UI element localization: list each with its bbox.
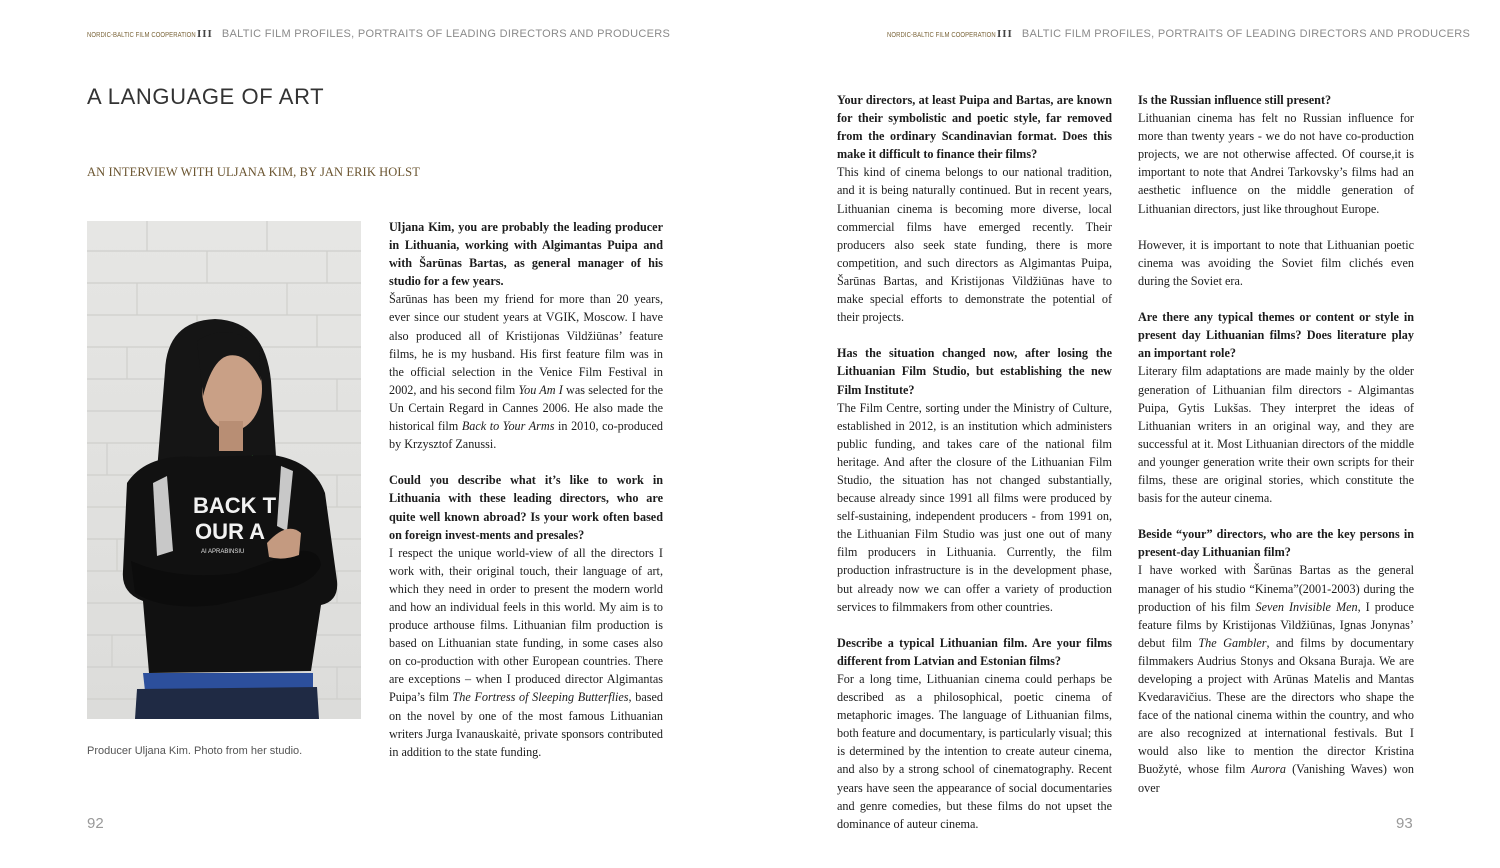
- photo-caption: Producer Uljana Kim. Photo from her studio.: [87, 745, 303, 757]
- page-number: 92: [87, 815, 104, 832]
- answer: The Film Centre, sorting under the Ministry of Culture, established in 2012, is an institution which administers public funding, and takes care of the national film heritage. And after the closure of the Lithuanian Film Studio, the situation has not changed substantially, because already since 1991 all films were produced by self-sustaining, independent producers - from 1991 on, the Lithuanian Film Studio was just one out of many film producers in Lithuania. Currently, the film production infrastructure is in the development phase, but already now we can offer a variety of production services to filmmakers from other countries.: [837, 400, 1112, 614]
- section-numeral: III: [197, 28, 213, 40]
- answer: Lithuanian cinema has felt no Russian influence for more than twenty years - we do not have co-production projects, we are not otherwise affected. Of course,it is important to note that Andrei Tarkovsky’s films had an aesthetic influence on the middle generation of Lithuanian directors, just like throughout Europe.: [1138, 111, 1414, 216]
- portrait-photo: [87, 221, 361, 719]
- series-label: NORDIC-BALTIC FILM COOPERATION: [87, 32, 196, 39]
- question: Is the Russian influence still present?: [1138, 93, 1332, 107]
- page-number: 93: [1396, 815, 1413, 832]
- svg-text:AI APRABINSIU: AI APRABINSIU: [201, 549, 245, 555]
- film-title: The Fortress of Sleeping Butterflies: [452, 690, 629, 705]
- film-title: Aurora: [1251, 762, 1287, 777]
- running-head: [887, 28, 1470, 40]
- section-title: BALTIC FILM PROFILES, PORTRAITS OF LEADING DIRECTORS AND PRODUCERS: [221, 28, 671, 40]
- answer: I respect the unique world-view of all the directors I work with, their original touch, their language of art, which they need in order to present the modern world and how an individual feels in this world. My aim is to produce arthouse films. Lithuanian film production is based on Lithuanian state funding, in some cases also on co-production with other European countries. There are exceptions – when I produced director Algimantas Puipa’s film The Fortress of Sleeping Butterflies, based on the novel by one of the most famous Lithuanian writers Jurga Ivanauskaitė, private sponsors contributed in addition to the state funding.: [389, 545, 664, 759]
- series-label: NORDIC-BALTIC FILM COOPERATION: [887, 32, 996, 39]
- interview-column-left: [389, 218, 663, 761]
- article-title: A LANGUAGE OF ART: [87, 84, 325, 109]
- question: Your directors, at least Puipa and Bartas, are known for their symbolistic and poetic style, far removed from the ordinary Scandinavian format. Does this make it difficult to finance their films?: [837, 93, 1112, 162]
- section-title: BALTIC FILM PROFILES, PORTRAITS OF LEADING DIRECTORS AND PRODUCERS: [1021, 28, 1471, 40]
- question: Uljana Kim, you are probably the leading producer in Lithuania, working with Algimantas Puipa and with Šarūnas Bartas, as general manager of his studio for a few years.: [389, 220, 663, 289]
- question: Has the situation changed now, after losing the Lithuanian Film Studio, but establishing the new Film Institute?: [837, 346, 1112, 397]
- running-head: [87, 28, 670, 40]
- answer: Šarūnas has been my friend for more than 20 years, ever since our student years at VGIK, Moscow. I have also produced all of Kristijonas Vildžiūnas’ feature films, he is my husband. His first feature film was in the official selection in the Venice Film Festival in 2002, and his second film You Am I was selected for the Un Certain Regard in Cannes 2006. He also made the historical film Back to Your Arms in 2010, co-produced by Krzysztof Zanussi.: [389, 292, 663, 452]
- answer: I have worked with Šarūnas Bartas as the general manager of his studio “Kinema”(2001-2003) during the production of his film Seven Invisible Men, I produce feature films by Kristijonas Vildžiūnas, Ignas Jonynas’ debut film The Gambler, and films by documentary filmmakers Audrius Stonys and Oksana Buraja. We are developing a project with Arūnas Matelis and Mantas Kvedaravičius. These are the directors who shape the face of the national cinema within the country, and who are also recognized at international festivals. But I would also like to mention the director Kristina Buožytė, whose film Aurora (Vanishing Waves) won over: [1138, 563, 1414, 795]
- film-title: You Am I: [518, 382, 563, 397]
- question: Could you describe what it’s like to work in Lithuania with these leading directors, who are quite well known abroad? Is your work often based on foreign invest-ments and presales?: [389, 473, 663, 542]
- svg-text:BACK T: BACK T: [193, 493, 277, 518]
- question: Beside “your” directors, who are the key persons in present-day Lithuanian film?: [1138, 527, 1414, 560]
- article-subtitle: AN INTERVIEW WITH ULJANA KIM, BY JAN ERIK HOLST: [87, 165, 420, 179]
- answer: However, it is important to note that Lithuanian poetic cinema was avoiding the Soviet film clichés even during the Soviet era.: [1138, 237, 1414, 288]
- interview-column-2: [1138, 91, 1414, 797]
- film-title: Seven Invisible Men: [1255, 599, 1358, 614]
- question: Describe a typical Lithuanian film. Are your films different from Latvian and Estonian films?: [837, 635, 1112, 668]
- section-numeral: III: [997, 28, 1013, 40]
- answer: For a long time, Lithuanian cinema could perhaps be described as a philosophical, poetic cinema of metaphoric images. The language of Lithuanian films, both feature and documentary, is particularly visual; this is determined by the intention to create auteur cinema, and also by a strong school of cinematography. Recent years have seen the appearance of social documentaries and genre comedies, but these films do not upset the dominance of auteur cinema.: [837, 672, 1112, 831]
- svg-text:OUR A: OUR A: [195, 519, 266, 544]
- question: Are there any typical themes or content or style in present day Lithuanian films? Does literature play an important role?: [1138, 310, 1414, 361]
- answer: This kind of cinema belongs to our national tradition, and it is being naturally continued. But in recent years, Lithuanian cinema is becoming more diverse, local commercial films have emerged recently. Their producers also seek state funding, there is more competition, and such directors as Algimantas Puipa, Šarūnas Bartas, and Kristijonas Vildžiūnas have to make special efforts to demonstrate the potential of their projects.: [837, 165, 1112, 325]
- film-title: The Gambler: [1198, 635, 1267, 650]
- answer: Literary film adaptations are made mainly by the older generation of Lithuanian film directors - Algimantas Puipa, Gytis Lukšas. They interpret the ideas of Lithuanian writers in an original way, and they are successful at it. Most Lithuanian directors of the middle and younger generation write their own scripts for their films, these are original stories, which constitute the basis for the auteur cinema.: [1138, 364, 1414, 506]
- interview-column-1: [837, 91, 1112, 833]
- right-page-93: [750, 0, 1500, 868]
- film-title: Back to Your Arms: [461, 419, 555, 434]
